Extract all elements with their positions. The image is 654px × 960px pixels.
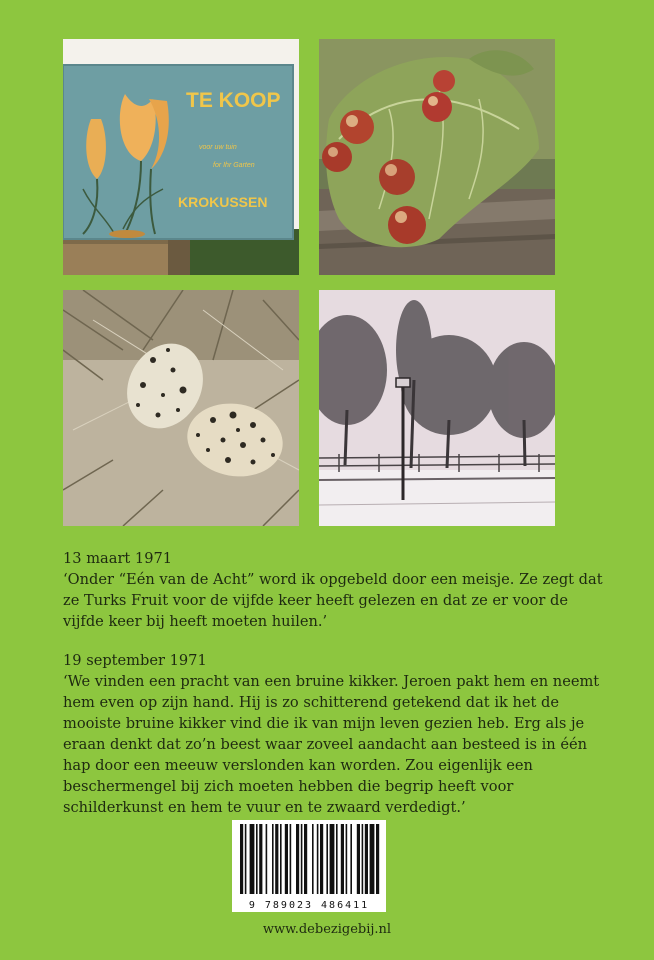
sign-title: TE KOOP xyxy=(186,89,281,112)
entry-text: ‘Onder “Eén van de Acht” word ik opgebeld door een meisje. Ze zegt dat ze Turks Fruit voor de vijfde keer heeft gelezen en dat ze er voor de vijfde keer bij heeft moeten huilen.’ xyxy=(63,571,603,630)
entry-date: 13 maart 1971 xyxy=(63,550,173,567)
photo-speckled-eggs xyxy=(63,290,299,526)
entry-text: ‘We vinden een pracht van een bruine kikker. Jeroen pakt hem en neemt hem even op zijn hand. Hij is zo schitterend getekend dat ik het de mooiste bruine kikker vind die ik van mijn leven gezien heb. Erg als je eraan denkt dat zo’n beest waar zoveel aandacht aan besteed is in één hap door een meeuw verslonden kan worden. Zou eigenlijk een beschermengel bij zich moeten hebben die begrip heeft voor schilderkunst en hem te vuur en te zwaard verdedigt.’ xyxy=(63,673,600,816)
barcode-bars xyxy=(232,820,386,898)
sign-word: KROKUSSEN xyxy=(178,194,268,210)
diary-entry-1 xyxy=(63,548,603,632)
diary-entry-2 xyxy=(63,650,603,818)
sign-line-1: voor uw tuin xyxy=(199,144,237,151)
photo-snowy-park xyxy=(319,290,555,526)
photo-oak-galls xyxy=(319,39,555,275)
sign-line-2: for Ihr Garten xyxy=(213,162,255,169)
publisher-website: www.debezigebij.nl xyxy=(262,922,392,937)
photo-crocus-sign xyxy=(63,39,299,275)
barcode xyxy=(232,820,386,912)
entry-date: 19 september 1971 xyxy=(63,652,207,669)
isbn-number: 9 789023 486411 xyxy=(248,900,370,911)
